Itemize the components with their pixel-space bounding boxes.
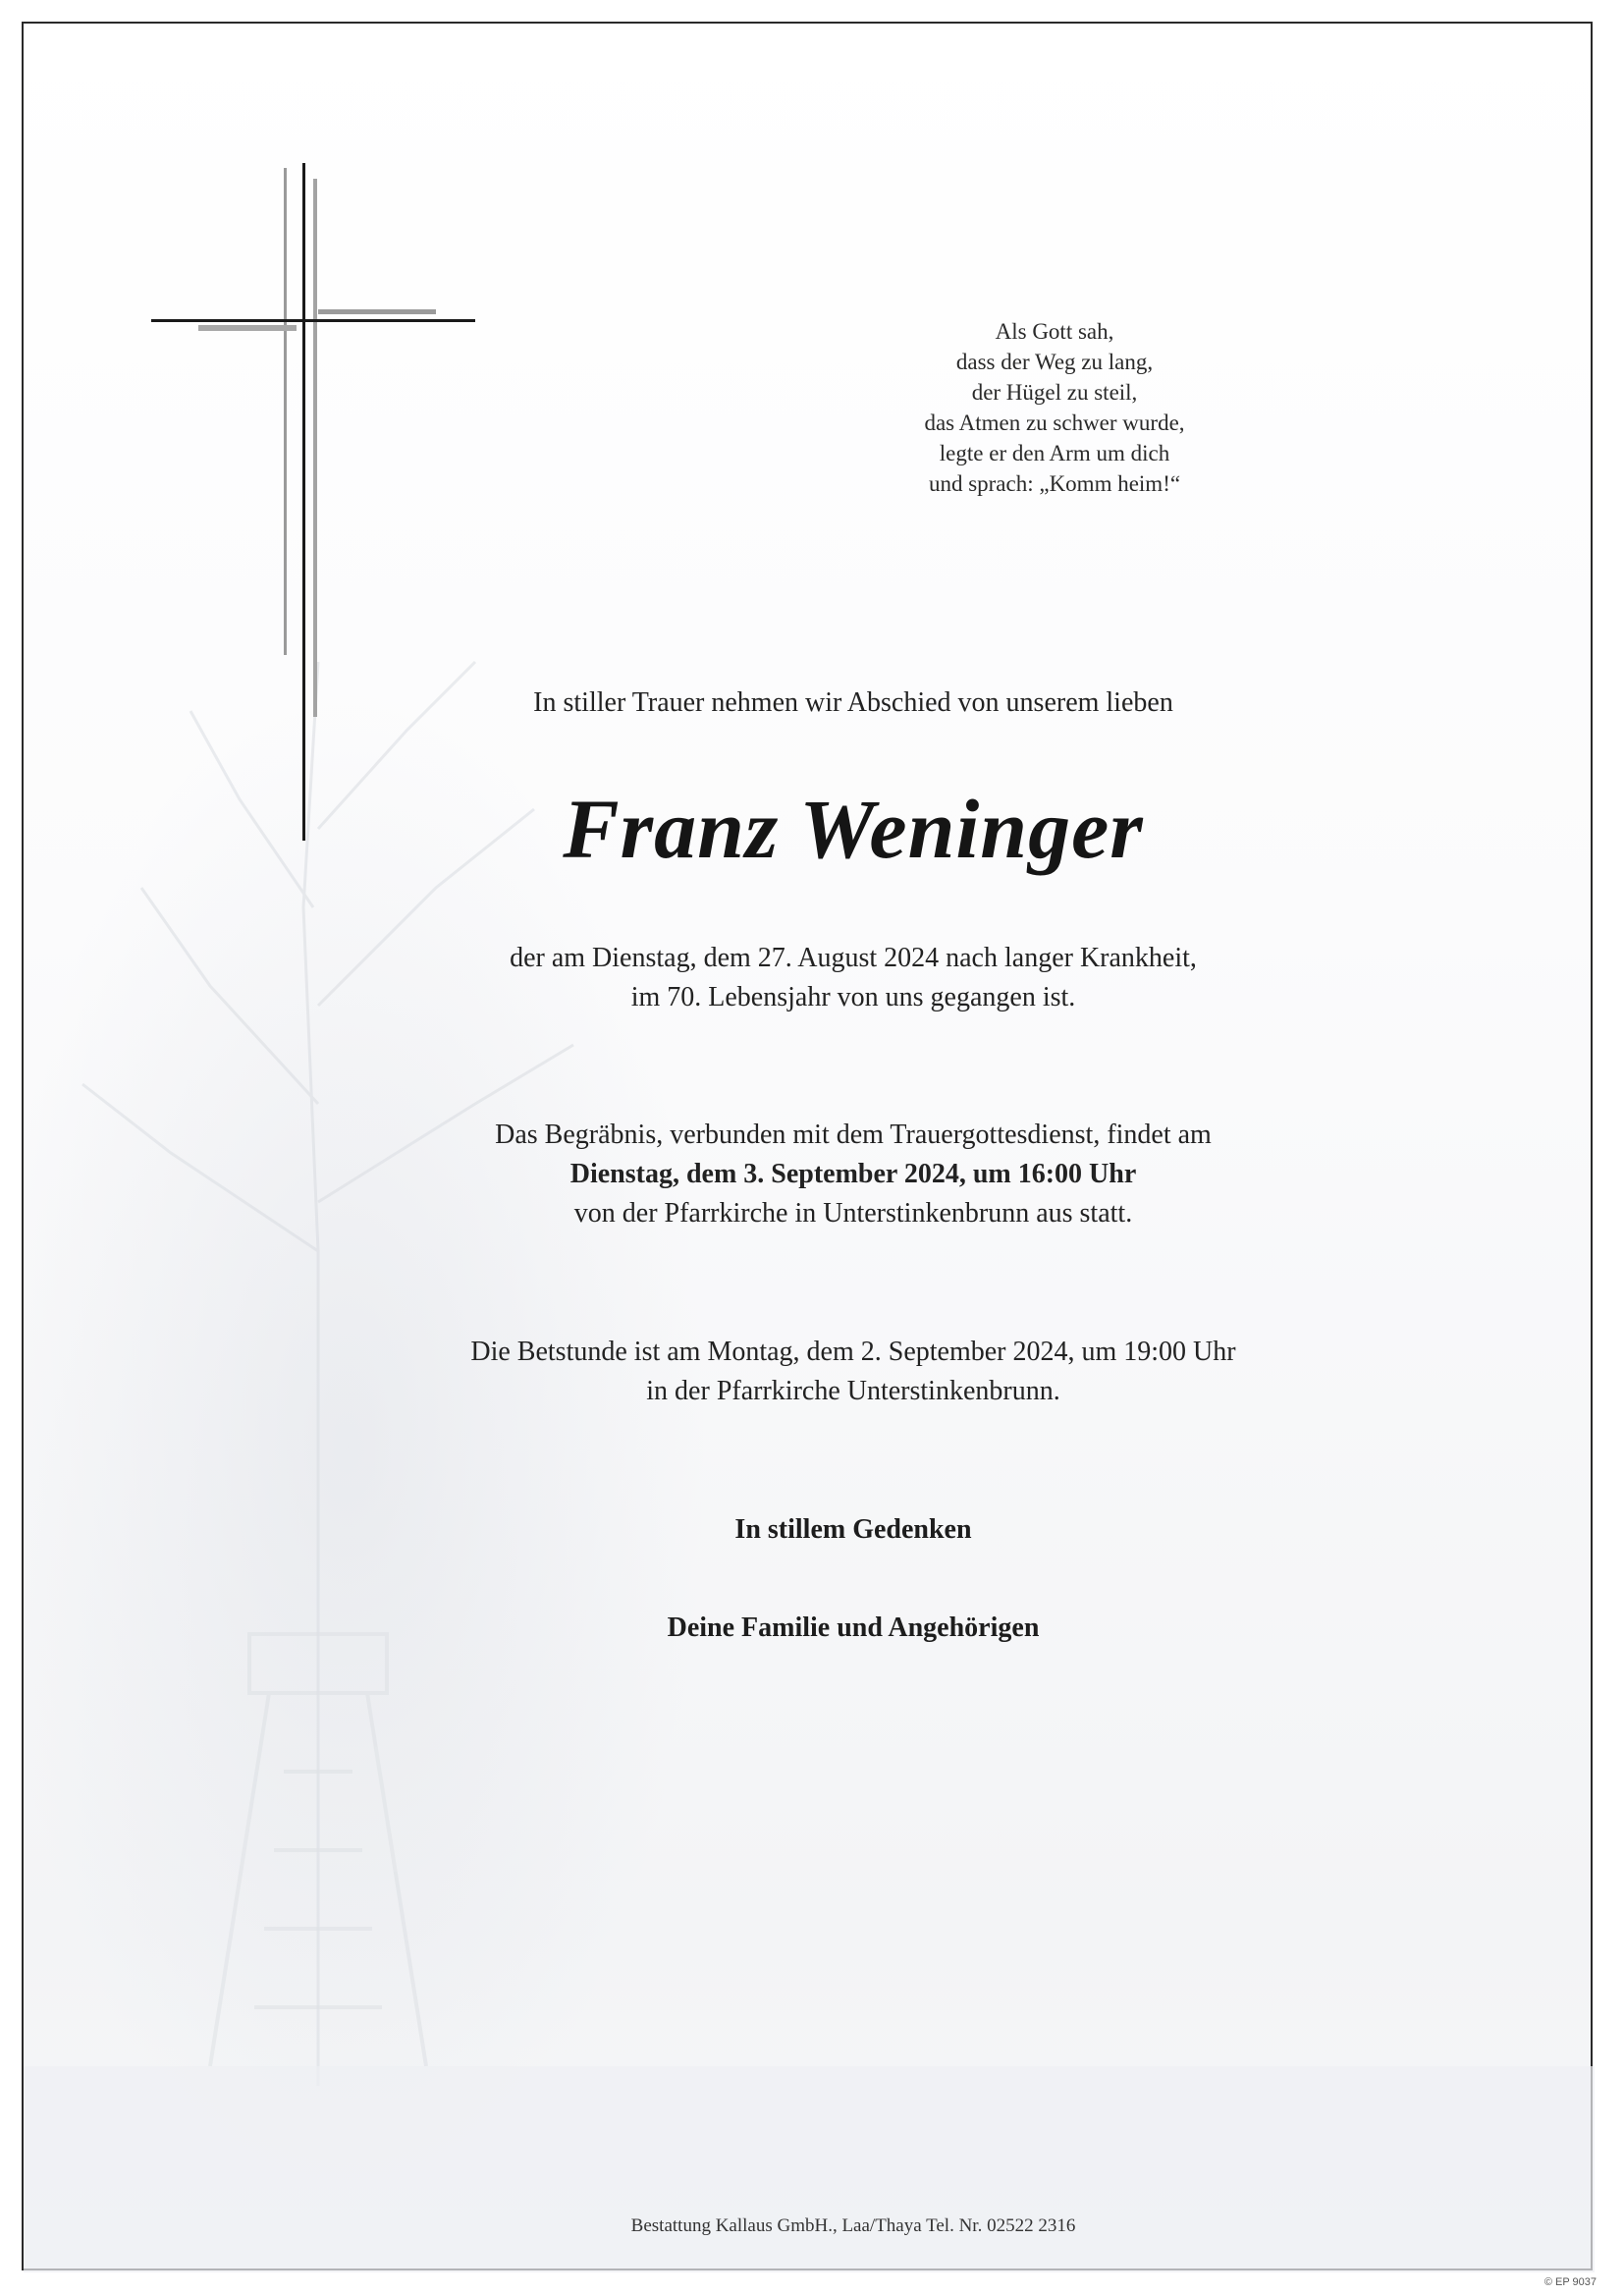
funeral-date: Dienstag, dem 3. September 2024, um 16:00 Uhr	[569, 1159, 1137, 1189]
remembrance-text: In stillem Gedenken	[734, 1514, 972, 1545]
quote-line: und sprach: „Komm heim!“	[928, 471, 1181, 496]
prayer-details	[318, 1333, 1388, 1411]
family-signature: Deine Familie und Angehörigen	[667, 1613, 1040, 1643]
undertaker-footer: Bestattung Kallaus GmbH., Laa/Thaya Tel. Nr. 02522 2316	[630, 2215, 1076, 2236]
death-line: im 70. Lebensjahr von uns gegangen ist.	[630, 982, 1076, 1012]
intro-text: In stiller Trauer nehmen wir Abschied von unserem lieben	[533, 687, 1173, 718]
funeral-line: Das Begräbnis, verbunden mit dem Trauergottesdienst, findet am	[495, 1120, 1212, 1150]
funeral-line: von der Pfarrkirche in Unterstinkenbrunn aus statt.	[573, 1198, 1133, 1229]
quote-line: Als Gott sah,	[995, 319, 1114, 344]
prayer-line: in der Pfarrkirche Unterstinkenbrunn.	[646, 1376, 1060, 1406]
quote-line: legte er den Arm um dich	[939, 441, 1170, 465]
death-details	[318, 939, 1388, 1017]
death-line: der am Dienstag, dem 27. August 2024 nach langer Krankheit,	[510, 943, 1197, 973]
deceased-name: Franz Weninger	[563, 782, 1144, 876]
obituary-page	[22, 22, 1593, 2270]
quote-line: das Atmen zu schwer wurde,	[924, 410, 1185, 435]
quote-line: dass der Weg zu lang,	[955, 350, 1154, 374]
funeral-details	[318, 1116, 1388, 1233]
quote-poem	[868, 316, 1241, 499]
cross-icon	[151, 163, 495, 841]
quote-line: der Hügel zu steil,	[971, 380, 1138, 405]
print-code: © EP 9037	[1543, 2276, 1597, 2288]
prayer-line: Die Betstunde ist am Montag, dem 2. September 2024, um 19:00 Uhr	[470, 1337, 1236, 1367]
